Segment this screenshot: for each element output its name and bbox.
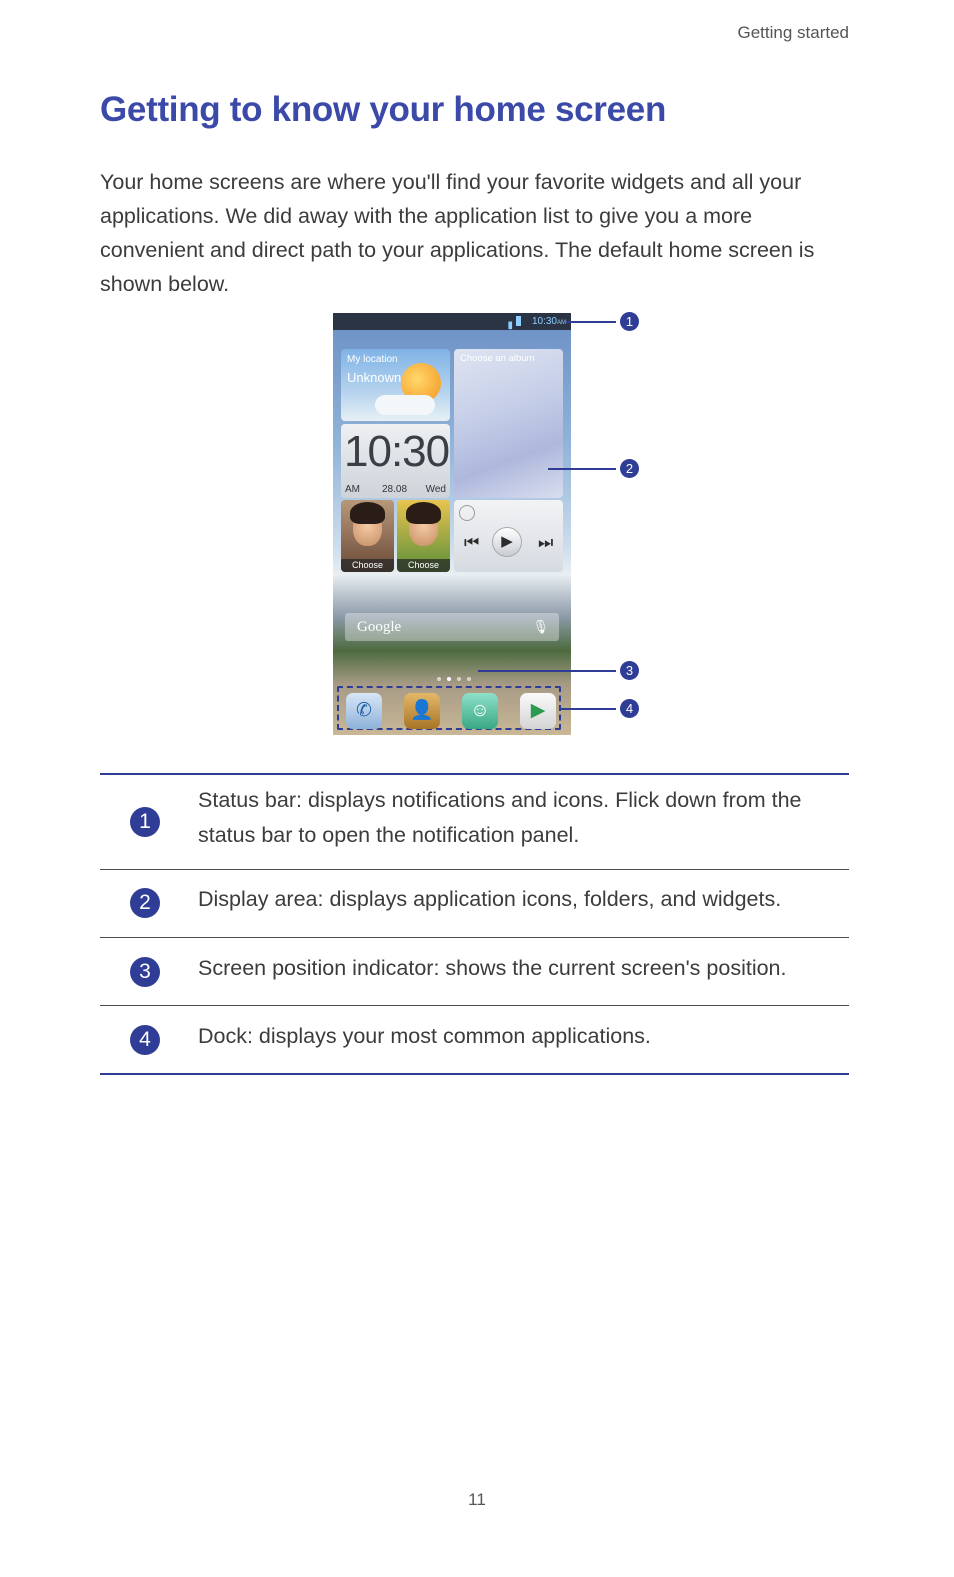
legend-text-4: Dock: displays your most common applications. (198, 1024, 651, 1048)
phone-icon: ✆ (346, 693, 382, 729)
page-number: 11 (468, 1490, 486, 1509)
intro-paragraph: Your home screens are where you'll find your favorite widgets and all your applications. We did away with the application list to give you a more convenient and direct path to your applications. The default home screen is shown below. (100, 170, 815, 296)
previous-track-icon: ⏮ (464, 533, 480, 552)
page-dot-active (447, 677, 451, 681)
next-track-icon: ⏭ (538, 533, 554, 552)
home-screen-figure (333, 313, 571, 735)
callout-badge-1: 1 (620, 312, 639, 331)
messaging-icon: ☺ (462, 693, 498, 729)
callout-leader-1 (566, 321, 616, 323)
legend-badge-2: 2 (130, 888, 160, 918)
contact-hair-1 (350, 502, 385, 524)
legend-badge-1: 1 (130, 807, 160, 837)
legend-text-1: Status bar: displays notifications and icons. Flick down from the status bar to open the notification panel. (198, 788, 802, 847)
signal-icon: ▮ (507, 320, 513, 331)
clock-day: Wed (425, 484, 446, 495)
legend-text-3: Screen position indicator: shows the current screen's position. (198, 956, 787, 980)
page-title: Getting to know your home screen (100, 90, 667, 129)
running-header: Getting started (737, 23, 849, 42)
page-dot (437, 677, 441, 681)
contact-widget-1 (341, 500, 394, 572)
play-icon: ▶ (492, 527, 522, 557)
page-dot (457, 677, 461, 681)
play-store-icon: ▶ (520, 693, 556, 729)
status-ampm: AM (557, 320, 566, 326)
status-time-value: 10:30 (531, 316, 557, 327)
album-widget (454, 349, 563, 498)
table-top-rule (100, 773, 849, 775)
clock-widget (341, 424, 450, 498)
search-logo: Google (357, 619, 402, 635)
disc-icon (459, 505, 475, 521)
table-row-divider (100, 1005, 849, 1006)
cloud-icon (375, 395, 435, 415)
dock (337, 686, 561, 730)
table-row-divider (100, 937, 849, 938)
callout-badge-4: 4 (620, 699, 639, 718)
contact-label-1: Choose (341, 559, 394, 572)
contacts-icon: 👤 (404, 693, 440, 729)
contact-widget-2 (397, 500, 450, 572)
page-dot (467, 677, 471, 681)
status-bar (333, 313, 571, 330)
legend-badge-4: 4 (130, 1025, 160, 1055)
weather-value: Unknown (347, 370, 402, 385)
album-label: Choose an album (460, 353, 535, 364)
callout-leader-4 (560, 708, 616, 710)
legend-text-2: Display area: displays application icons, folders, and widgets. (198, 887, 782, 911)
callout-leader-2 (548, 468, 616, 470)
clock-time: 10:30 (344, 427, 450, 476)
callout-badge-2: 2 (620, 459, 639, 478)
table-row-divider (100, 869, 849, 870)
status-time (532, 313, 566, 332)
legend-badge-3: 3 (130, 957, 160, 987)
contact-hair-2 (406, 502, 441, 524)
table-bottom-rule (100, 1073, 849, 1075)
contact-label-2: Choose (397, 559, 450, 572)
weather-location-label: My location (347, 354, 398, 365)
screen-position-indicator (437, 668, 477, 686)
callout-leader-3 (478, 670, 616, 672)
weather-widget (341, 349, 450, 421)
music-widget (454, 500, 563, 572)
battery-icon (516, 316, 521, 326)
search-widget (345, 613, 559, 641)
clock-ampm: AM (345, 484, 360, 495)
callout-badge-3: 3 (620, 661, 639, 680)
microphone-icon: 🎙 (532, 619, 549, 634)
clock-date: 28.08 (382, 484, 408, 495)
